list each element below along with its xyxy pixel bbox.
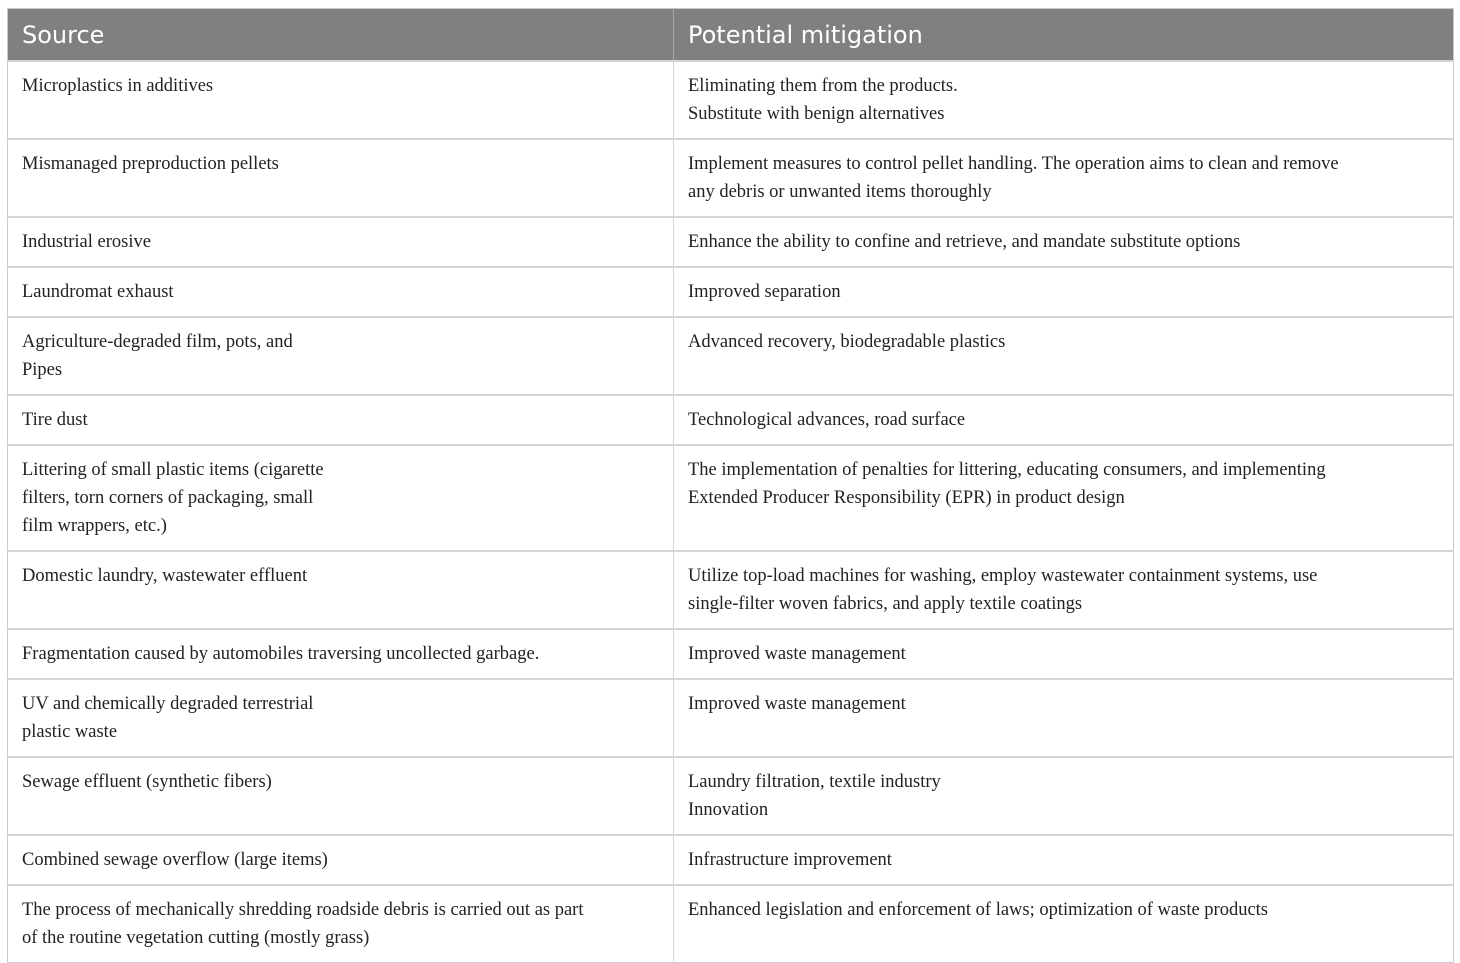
- table-row: [8, 395, 1454, 445]
- source-cell-line: Mismanaged preproduction pellets: [22, 154, 279, 174]
- mitigation-cell: [674, 835, 1454, 885]
- mitigation-cell-line: Improved separation: [688, 282, 841, 302]
- source-cell: [8, 217, 674, 267]
- source-cell: [8, 629, 674, 679]
- table-row: [8, 267, 1454, 317]
- source-cell-line: Microplastics in additives: [22, 76, 214, 96]
- source-cell-line: Agriculture-degraded film, pots, and: [22, 332, 293, 352]
- source-cell: [8, 139, 674, 217]
- source-cell: [8, 395, 674, 445]
- source-cell-line: Domestic laundry, wastewater effluent: [22, 566, 308, 586]
- source-cell-line: UV and chemically degraded terrestrial: [22, 694, 314, 714]
- mitigation-cell-line: Laundry filtration, textile industry: [688, 772, 941, 792]
- mitigation-cell: [674, 445, 1454, 551]
- mitigation-cell-line: Advanced recovery, biodegradable plastics: [688, 332, 1006, 352]
- table-row: [8, 835, 1454, 885]
- source-cell-line: Littering of small plastic items (cigarette: [22, 460, 324, 480]
- mitigation-cell-line: Enhance the ability to confine and retrieve, and mandate substitute options: [688, 232, 1241, 252]
- source-cell-line: Sewage effluent (synthetic fibers): [22, 772, 272, 792]
- source-cell-line: Laundromat exhaust: [22, 282, 174, 302]
- source-cell: [8, 885, 674, 963]
- mitigation-cell: [674, 317, 1454, 395]
- mitigation-cell: [674, 61, 1454, 139]
- mitigation-cell-line: Utilize top-load machines for washing, employ wastewater containment systems, use: [688, 566, 1318, 586]
- source-cell: [8, 267, 674, 317]
- table-row: [8, 445, 1454, 551]
- table-row: [8, 61, 1454, 139]
- mitigation-cell-line: Infrastructure improvement: [688, 850, 892, 870]
- header-row: [8, 9, 1454, 62]
- mitigation-cell: [674, 885, 1454, 963]
- source-cell-line: Tire dust: [22, 410, 88, 430]
- mitigation-cell-line: Extended Producer Responsibility (EPR) in product design: [688, 488, 1125, 508]
- table-row: [8, 317, 1454, 395]
- source-cell-line: of the routine vegetation cutting (mostly grass): [22, 928, 370, 948]
- mitigation-cell-line: Eliminating them from the products.: [688, 76, 958, 96]
- source-cell: [8, 757, 674, 835]
- mitigation-cell: [674, 217, 1454, 267]
- source-cell-line: Pipes: [22, 360, 63, 380]
- mitigation-cell-line: Enhanced legislation and enforcement of laws; optimization of waste products: [688, 900, 1269, 920]
- mitigation-cell: [674, 679, 1454, 757]
- mitigation-cell: [674, 267, 1454, 317]
- table-row: [8, 217, 1454, 267]
- source-cell-line: Industrial erosive: [22, 232, 151, 252]
- header-mitigation: Potential mitigation: [674, 9, 1454, 62]
- table-row: [8, 757, 1454, 835]
- mitigation-cell-line: Improved waste management: [688, 644, 906, 664]
- source-cell: [8, 835, 674, 885]
- source-cell-line: filters, torn corners of packaging, small: [22, 488, 314, 508]
- mitigation-cell-line: Substitute with benign alternatives: [688, 104, 945, 124]
- mitigation-cell-line: Innovation: [688, 800, 769, 820]
- source-cell-line: plastic waste: [22, 722, 118, 742]
- header-source: Source: [8, 9, 674, 62]
- source-cell: [8, 445, 674, 551]
- mitigation-cell: [674, 757, 1454, 835]
- mitigation-cell-line: single-filter woven fabrics, and apply textile coatings: [688, 594, 1083, 614]
- source-cell: [8, 679, 674, 757]
- table-row: [8, 885, 1454, 963]
- source-cell-line: The process of mechanically shredding roadside debris is carried out as part: [22, 900, 584, 920]
- mitigation-cell-line: The implementation of penalties for littering, educating consumers, and implementing: [688, 460, 1326, 480]
- mitigation-cell-line: Improved waste management: [688, 694, 906, 714]
- mitigation-cell-line: Technological advances, road surface: [688, 410, 966, 430]
- source-cell: [8, 61, 674, 139]
- mitigation-cell: [674, 139, 1454, 217]
- mitigation-cell: [674, 395, 1454, 445]
- mitigation-cell: [674, 551, 1454, 629]
- table-row: [8, 139, 1454, 217]
- table-body: [8, 61, 1454, 963]
- mitigation-table: [7, 8, 1454, 963]
- table-row: [8, 679, 1454, 757]
- source-cell: [8, 317, 674, 395]
- source-cell: [8, 551, 674, 629]
- source-cell-line: Fragmentation caused by automobiles traversing uncollected garbage.: [22, 644, 540, 664]
- table-row: [8, 629, 1454, 679]
- mitigation-cell: [674, 629, 1454, 679]
- mitigation-cell-line: any debris or unwanted items thoroughly: [688, 182, 992, 202]
- mitigation-cell-line: Implement measures to control pellet handling. The operation aims to clean and remove: [688, 154, 1339, 174]
- table-row: [8, 551, 1454, 629]
- source-cell-line: film wrappers, etc.): [22, 516, 167, 536]
- source-cell-line: Combined sewage overflow (large items): [22, 850, 328, 870]
